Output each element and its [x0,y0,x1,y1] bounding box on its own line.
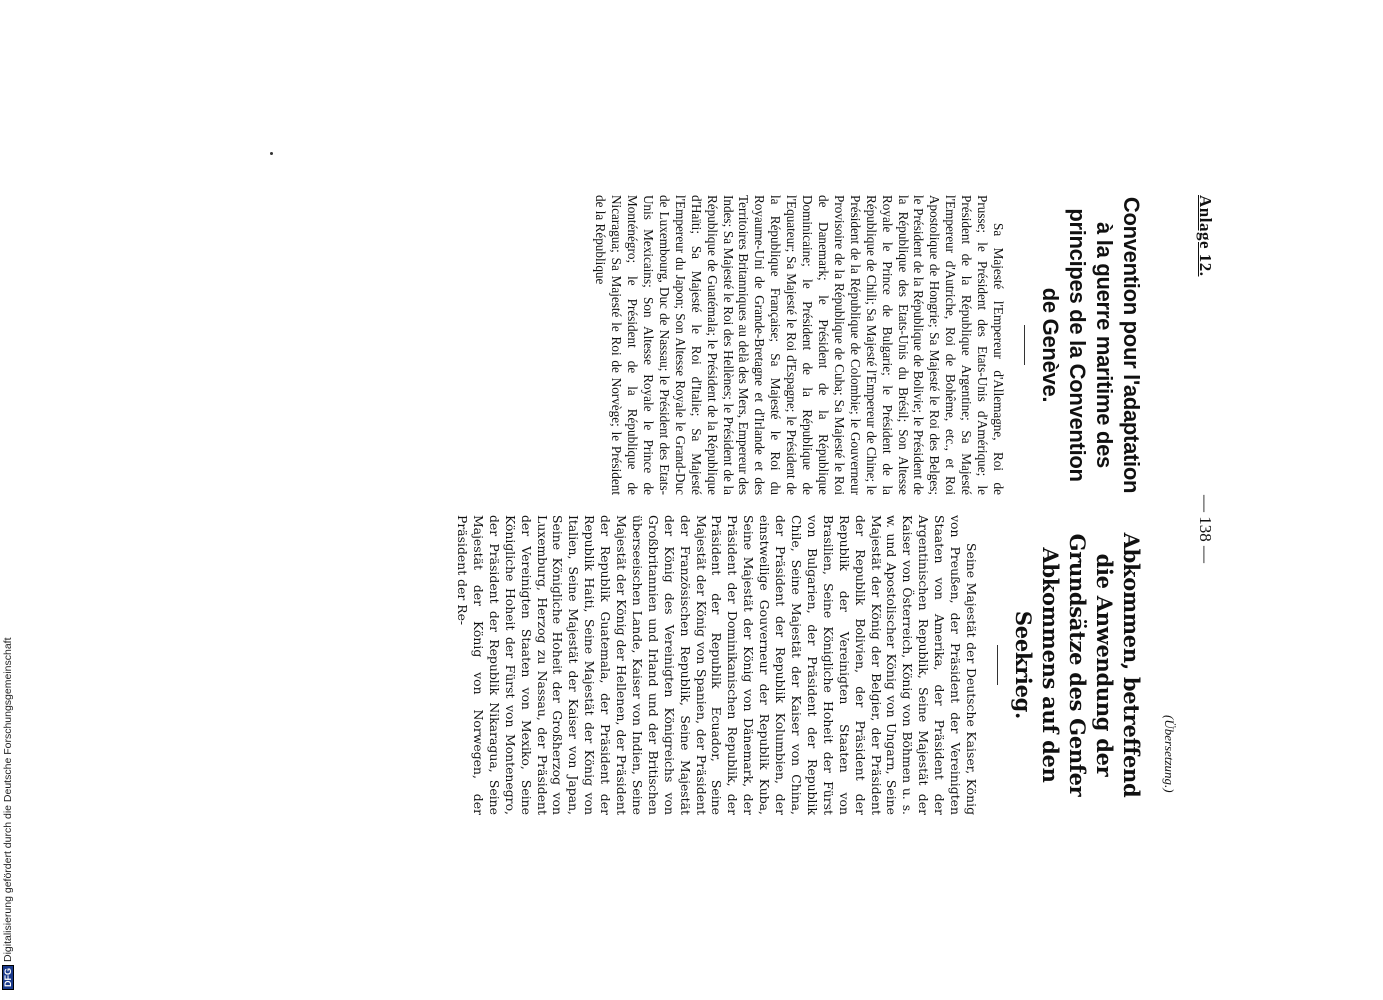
french-column [592,195,1145,495]
page-number: — 138 — [1196,495,1215,563]
title-divider [1024,325,1025,365]
title-divider [997,645,998,685]
annex-label: Anlage 12. [1196,195,1215,277]
german-body: Seine Majestät der Deutsche Kaiser, König von Preußen, der Präsident der Vereinigten Staaten von Amerika, der Präsident der Argentinischen Republik, Seine Majestät der Kaiser von Österreich, König von Böhmen u. s. w. und Apostolischer König von Ungarn, Seine Majestät der König der Belgier, der Präsident der Republik Bolivien, der Präsident der Republik der Vereinigten Staaten von Brasilien, Seine Königliche Hoheit der Fürst von Bulgarien, der Präsident der Republik Chile, Seine Majestät der Kaiser von China, der Präsident der Republik Kolumbien, der einstweilige Gouverneur der Republik Kuba, Seine Majestät der König von Dänemark, der Präsident der Dominikanischen Republik, der Präsident der Republik Ecuador, Seine Majestät der König von Spanien, der Präsident der Französischen Republik, Seine Majestät der König des Vereinigten Königreichs von Großbritannien und Irland und der Britischen überseeischen Lande, Kaiser von Indien, Seine Majestät der König der Hellenen, der Präsident der Republik Guatemala, der Präsident der Republik Haiti, Seine Majestät der König von Italien, Seine Majestät der Kaiser von Japan, Seine Königliche Hoheit der Großherzog von Luxemburg, Herzog zu Nassau, der Präsident der Vereinigten Staaten von Mexiko, Seine Königliche Hoheit der Fürst von Montenegro, der Präsident der Republik Nikaragua, Seine Majestät der König von Norwegen, der Präsident der Re- [455,515,979,815]
german-column [454,515,1145,815]
print-speck [270,152,273,155]
french-body: Sa Majesté l'Empereur d'Allemagne, Roi de Prusse; le Président des Etats-Unis d'Amérique; le Président de la République Argentine; Sa Majesté l'Empereur d'Autriche, Roi de Bohême, etc., et Roi Apostolique de Hongrie; Sa Majesté le Roi des Belges; le Président de la République de Bolivie; le Président de la République des Etats-Unis du Brésil; Son Altesse Royale le Prince de Bulgarie; le Président de la République de Chili; Sa Majesté l'Empereur de Chine; le Président de la République de Colombie; le Gouverneur Provisoire de la République de Cuba; Sa Majesté le Roi de Danemark; le Président de la République Dominicaine; le Président de la République de l'Equateur; Sa Majesté le Roi d'Espagne; le Président de la République Française; Sa Majesté le Roi du Royaume-Uni de Grande-Bretagne et d'Irlande et des Territoires Britanniques au delà des Mers, Empereur des Indes; Sa Majesté le Roi des Hellènes; le Président de la République de Guatémala; le Président de la République d'Haïti; Sa Majesté le Roi d'Italie; Sa Majesté l'Empereur du Japon; Son Altesse Royale le Grand-Duc de Luxembourg, Duc de Nassau; le Président des Etats-Unis Mexicains; Son Altesse Royale le Prince de Monténégro; le Président de la République de Nicaragua; Sa Majesté le Roi de Norvège; le Président de la République [593,195,1006,495]
german-title: Abkommen, betreffend die Anwendung der Grundsätze des Genfer Abkommens auf den Seekrieg. [1011,532,1144,798]
translation-note: (Übersetzung.) [1162,715,1177,793]
french-title: Convention pour l'adaptation à la guerre maritime des principes de la Convention de Genève. [1038,196,1144,494]
page-header [1162,195,1215,835]
credit-text: Digitalisierung gefördert durch die Deutsche Forschungsgemeinschaft [2,637,14,962]
rotated-page [145,195,1215,835]
dfg-logo-icon: DFG [2,965,14,990]
digitization-credit [2,637,14,990]
